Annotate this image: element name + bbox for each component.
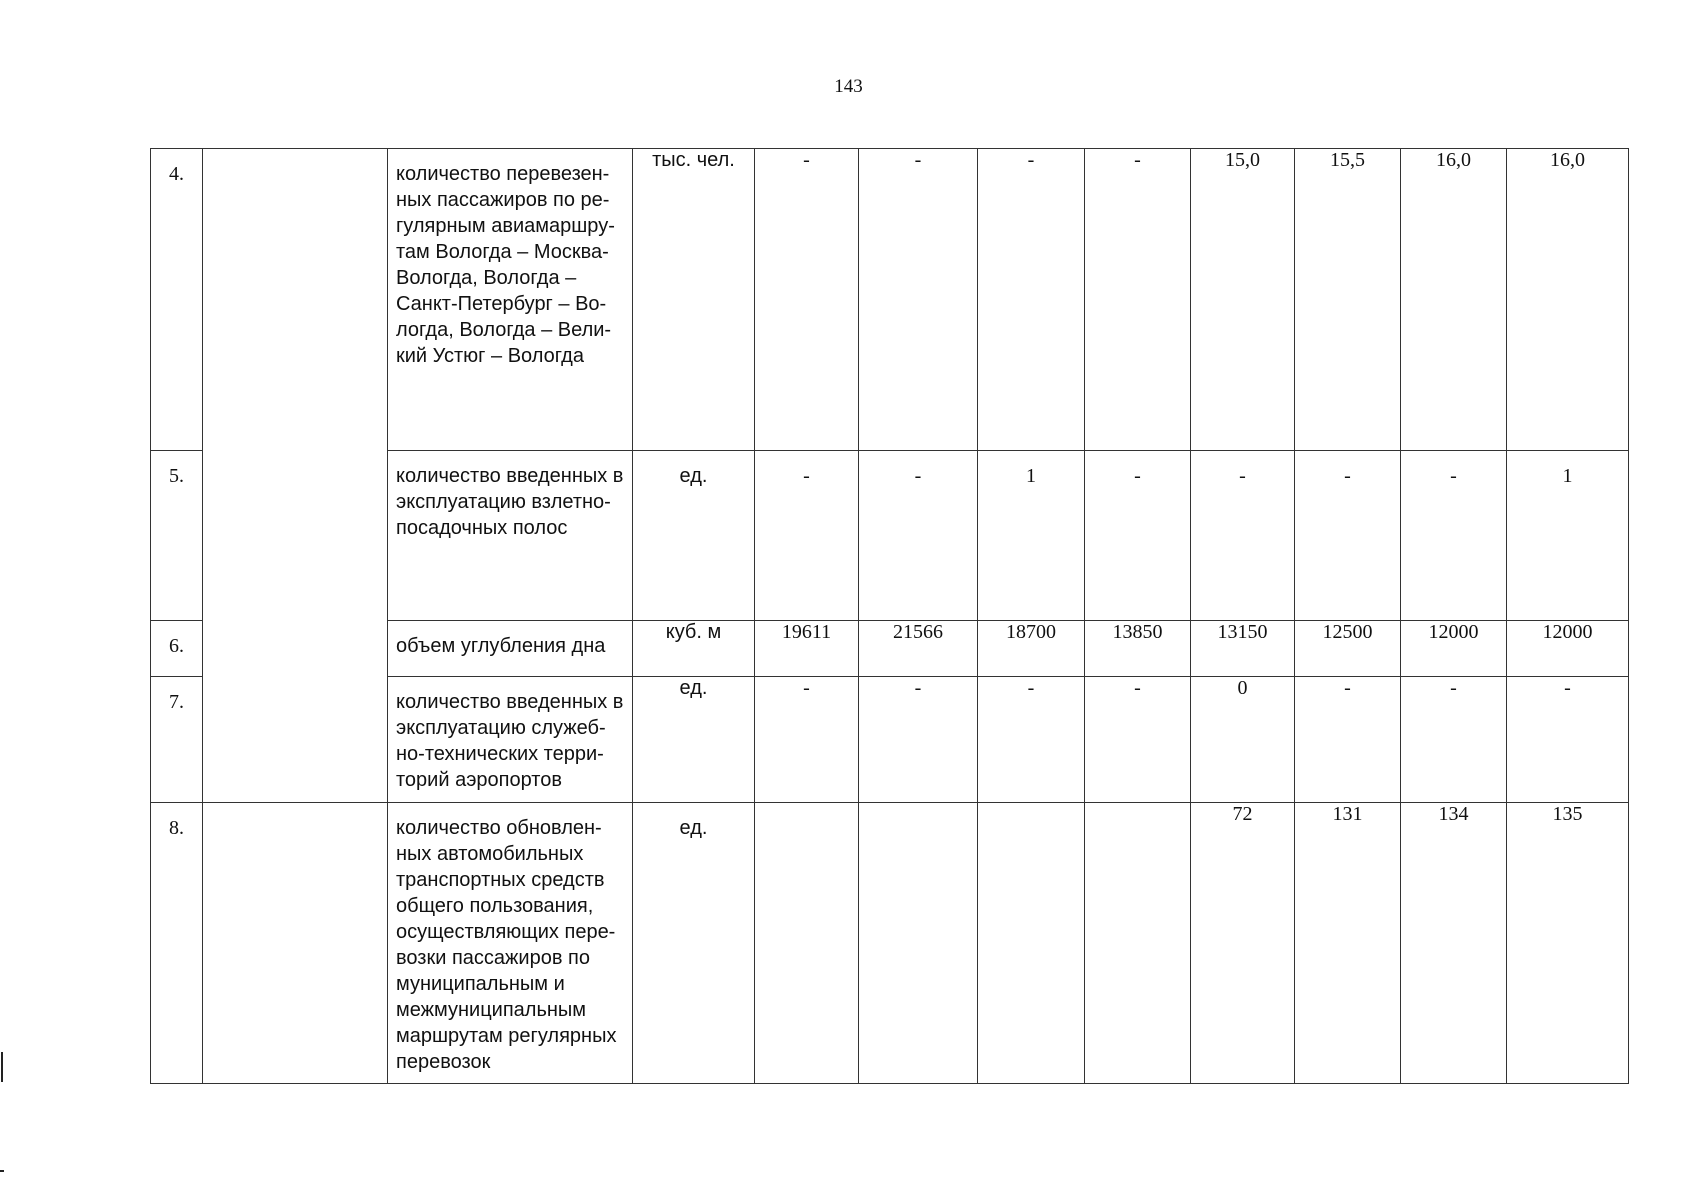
value-cell: -	[755, 451, 859, 621]
value-cell	[1085, 803, 1191, 1084]
value-cell: 21566	[859, 621, 978, 677]
value-cell: 1	[1507, 451, 1629, 621]
value-cell: -	[1295, 451, 1401, 621]
row-number: 7.	[151, 677, 203, 803]
scan-mark	[1, 1052, 3, 1082]
value-cell: -	[1085, 677, 1191, 803]
value-cell: 13150	[1191, 621, 1295, 677]
unit-cell: тыс. чел.	[633, 149, 755, 451]
value-cell: 18700	[978, 621, 1085, 677]
value-cell: -	[859, 149, 978, 451]
value-cell: -	[1401, 451, 1507, 621]
value-cell: -	[755, 149, 859, 451]
unit-cell: ед.	[633, 677, 755, 803]
indicator-description: количество обновлен-ных автомобильных транспортных средств общего пользования, осуществляющих пере-возки пассажиров по муниципальным и межмуниципальным маршрутам регулярных перевозок	[388, 803, 633, 1084]
indicator-description: количество введенных в эксплуатацию служеб-но-технических терри-торий аэропортов	[388, 677, 633, 803]
value-cell: 16,0	[1401, 149, 1507, 451]
unit-cell: куб. м	[633, 621, 755, 677]
value-cell: -	[859, 451, 978, 621]
value-cell: 135	[1507, 803, 1629, 1084]
value-cell: 0	[1191, 677, 1295, 803]
value-cell: 15,5	[1295, 149, 1401, 451]
merged-empty-cell	[203, 149, 388, 803]
row-number: 5.	[151, 451, 203, 621]
table-row	[151, 149, 1629, 451]
value-cell: 1	[978, 451, 1085, 621]
value-cell: -	[1085, 451, 1191, 621]
indicator-description: количество перевезен-ных пассажиров по ре-гулярным авиамаршру-там Вологда – Москва-Вологда, Вологда – Санкт-Петербург – Во-логда, Вологда – Вели-кий Устюг – Вологда	[388, 149, 633, 451]
row-number: 6.	[151, 621, 203, 677]
value-cell: -	[1295, 677, 1401, 803]
value-cell: 13850	[1085, 621, 1191, 677]
empty-cell	[203, 803, 388, 1084]
value-cell	[978, 803, 1085, 1084]
row-number: 8.	[151, 803, 203, 1084]
value-cell: 12000	[1507, 621, 1629, 677]
value-cell: -	[1085, 149, 1191, 451]
value-cell: -	[978, 677, 1085, 803]
indicator-description: объем углубления дна	[388, 621, 633, 677]
scan-mark	[0, 1170, 4, 1172]
value-cell	[859, 803, 978, 1084]
value-cell: -	[755, 677, 859, 803]
value-cell: 15,0	[1191, 149, 1295, 451]
value-cell: -	[1191, 451, 1295, 621]
value-cell	[755, 803, 859, 1084]
value-cell: 131	[1295, 803, 1401, 1084]
value-cell: 72	[1191, 803, 1295, 1084]
value-cell: 12500	[1295, 621, 1401, 677]
value-cell: -	[1401, 677, 1507, 803]
value-cell: -	[1507, 677, 1629, 803]
value-cell: -	[978, 149, 1085, 451]
value-cell: 12000	[1401, 621, 1507, 677]
value-cell: 134	[1401, 803, 1507, 1084]
indicators-table	[150, 148, 1629, 1084]
unit-cell: ед.	[633, 803, 755, 1084]
indicator-description: количество введенных в эксплуатацию взлетно-посадочных полос	[388, 451, 633, 621]
value-cell: 19611	[755, 621, 859, 677]
table-row	[151, 803, 1629, 1084]
row-number: 4.	[151, 149, 203, 451]
value-cell: 16,0	[1507, 149, 1629, 451]
value-cell: -	[859, 677, 978, 803]
unit-cell: ед.	[633, 451, 755, 621]
page-number: 143	[834, 76, 863, 97]
